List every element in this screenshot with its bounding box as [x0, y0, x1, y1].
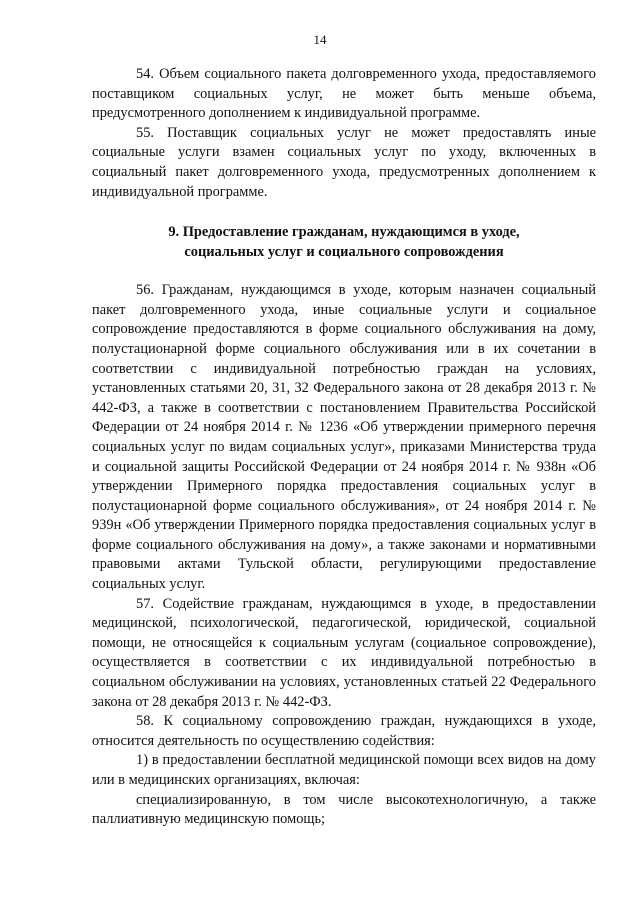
page-number: 14: [313, 32, 327, 47]
section-heading-line-1: 9. Предоставление гражданам, нуждающимся в уходе,: [168, 224, 520, 241]
paragraph-55: 55. Поставщик социальных услуг не может предоставлять иные социальные услуги взамен социальных услуг по уходу, включенных в социальный пакет долговременного ухода, предусмотренных дополнением к индивидуальной программе.: [92, 124, 596, 200]
list-item-1: 1) в предоставлении бесплатной медицинской помощи всех видов на дому или в медицинских организациях, включая:: [92, 752, 596, 788]
paragraph-56: 56. Гражданам, нуждающимся в уходе, которым назначен социальный пакет долговременного ухода, иные социальные услуги и социальное сопровождение предоставляются в форме социального обслуживания на дому, полустационарной форме социального обслуживания или в их сочетании в соответствии с индивидуальной потребностью граждан на условиях, установленных статьями 20, 31, 32 Федерального закона от 28 декабря 2013 г. № 442-ФЗ, а также в соответствии с постановлением Правительства Российской Федерации от 24 ноября 2014 г. № 1236 «Об утверждении примерного перечня социальных услуг по видам социальных услуг», приказами Министерства труда и социальной защиты Российской Федерации от 24 ноября 2014 г. № 938н «Об утверждении Примерного порядка предоставления социальных услуг в полустационарной форме социального обслуживания», от 24 ноября 2014 г. № 939н «Об утверждении Примерного порядка предоставления социальных услуг в форме социального обслуживания на дому», а также законами и нормативными правовыми актами Тульской области, регулирующими предоставление социальных услуг.: [92, 282, 596, 593]
list-item-1-detail: специализированную, в том числе высокотехнологичную, а также паллиативную медицинскую помощь;: [92, 791, 596, 828]
paragraph-58: 58. К социальному сопровождению граждан, нуждающихся в уходе, относится деятельность по осуществлению содействия:: [92, 713, 596, 749]
document-body: [92, 65, 596, 830]
paragraph-57: 57. Содействие гражданам, нуждающимся в уходе, в предоставлении медицинской, психологической, педагогической, юридической, социальной помощи, не относящейся к социальным услугам (социальное сопровождение), осуществляется в соответствии с их индивидуальной потребностью в социальном обслуживании на условиях, установленных статьей 22 Федерального закона от 28 декабря 2013 г. № 442-ФЗ.: [92, 595, 596, 710]
paragraph-54: 54. Объем социального пакета долговременного ухода, предоставляемого поставщиком социальных услуг, не может быть меньше объема, предусмотренного дополнением к индивидуальной программе.: [92, 66, 596, 122]
section-heading-line-2: социальных услуг и социального сопровождения: [184, 244, 504, 261]
section-heading: [92, 222, 596, 262]
